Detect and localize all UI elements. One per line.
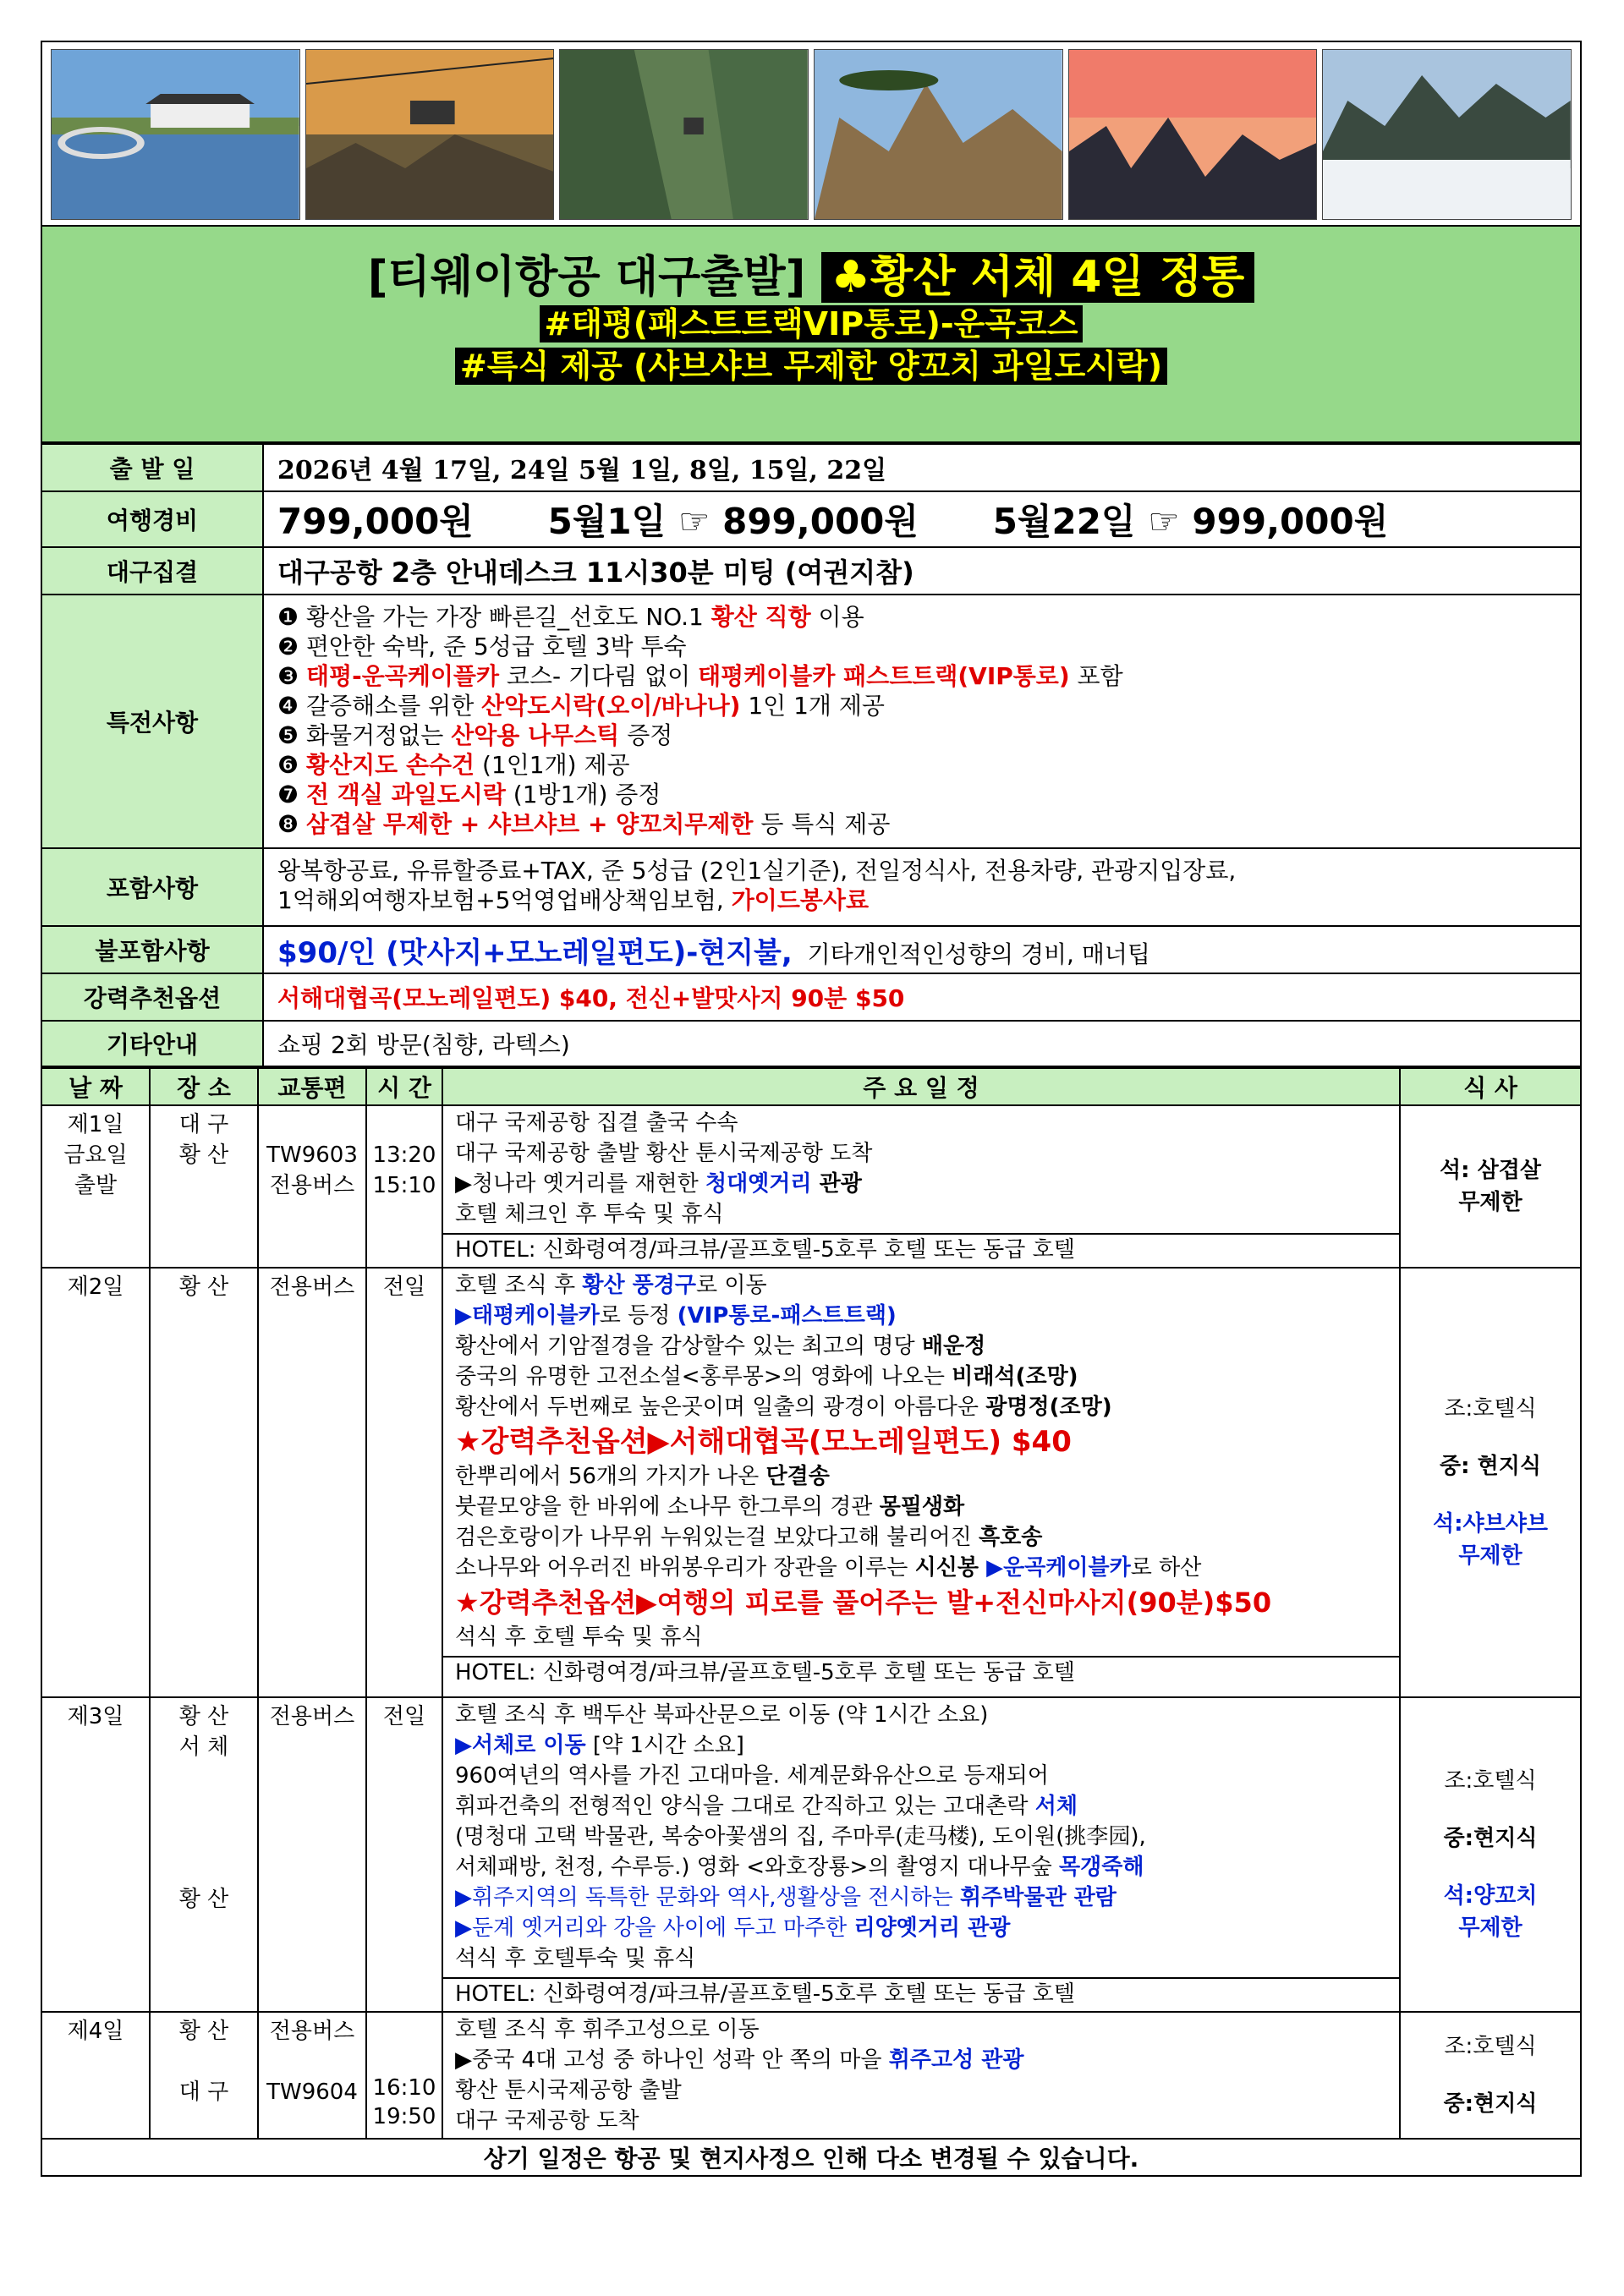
day4-time: 16:10 19:50 <box>366 2012 442 2139</box>
itinerary-sheet <box>41 41 1582 2177</box>
day2-meals: 조:호텔식 중: 현지식 석:샤브샤브 무제한 <box>1400 1268 1581 1697</box>
title-left: [티웨이항공 대구출발] <box>367 252 806 303</box>
day4-meals: 조:호텔식 중:현지식 <box>1400 2012 1581 2139</box>
meet-label: 대구집결 <box>41 547 263 595</box>
day1-date: 제1일 금요일 출발 <box>41 1105 150 1268</box>
col-meal: 식 사 <box>1400 1068 1581 1105</box>
day3-meals: 조:호텔식 중:현지식 석:양꼬치 무제한 <box>1400 1697 1581 2012</box>
day1-meal: 석: 삼겹살 무제한 <box>1400 1105 1581 1268</box>
benefit-2: ❷ 편안한 숙박, 준 5성급 호텔 3박 투숙 <box>277 633 687 660</box>
photo-strip <box>41 41 1582 225</box>
options-value: 서해대협곡(모노레일편도) $40, 전신+발맛사지 90분 $50 <box>263 973 1581 1021</box>
footer-note: 상기 일정은 항공 및 현지사정으 인해 다소 변경될 수 있습니다. <box>41 2139 1581 2176</box>
col-place: 장 소 <box>150 1068 258 1105</box>
day2-option-2: ★강력추천옵션▶여행의 피로를 풀어주는 발+전신마사지(90분)$50 <box>455 1586 1272 1619</box>
meet-value: 대구공항 2층 안내데스크 11시30분 미팅 (여권지참) <box>263 547 1581 595</box>
day2-transport: 전용버스 <box>258 1268 366 1697</box>
benefit-7: ❼ 전 객실 과일도시락 (1방1개) 증정 <box>277 781 661 808</box>
main-title <box>42 252 1580 303</box>
benefit-4: ❹ 갈증해소를 위한 산악도시락(오이/바나나) 1인 1개 제공 <box>277 692 885 720</box>
title-banner <box>41 225 1582 443</box>
day2-time: 전일 <box>366 1268 442 1697</box>
departure-value: 2026년 4월 17일, 24일 5월 1일, 8일, 15일, 22일 <box>263 444 1581 491</box>
day2-hotel: HOTEL: 신화령여경/파크뷰/골프호텔-5호루 호텔 또는 동급 호텔 <box>443 1656 1399 1688</box>
col-itinerary: 주 요 일 정 <box>442 1068 1400 1105</box>
benefit-6: ❻ 황산지도 손수건 (1인1개) 제공 <box>277 751 630 779</box>
benefit-8: ❽ 삼겹살 무제한 + 샤브샤브 + 양꼬치무제한 등 특식 제공 <box>277 810 891 838</box>
gondola-valley-photo <box>559 49 809 220</box>
pine-cliff-photo <box>814 49 1063 220</box>
included-value: 왕복항공료, 유류할증료+TAX, 준 5성급 (2인1실기준), 전일정식사, 전용차량, 관광지입장료, 1억해외여행자보험+5억영업배상책임보험, 가이드봉사료 <box>263 848 1581 926</box>
price-label: 여행경비 <box>41 491 263 547</box>
day1-itinerary: 대구 국제공항 집결 출국 수속 대구 국제공항 출발 황산 툰시국제공항 도착 ▶청나라 옛거리를 재현한 청대옛거리 관광 호텔 체크인 후 투숙 및 휴식 HOTEL: 신화령여경/파크뷰/골프호텔-5호루 호텔 또는 동급 호텔 <box>442 1105 1400 1268</box>
excluded-label: 불포함사항 <box>41 926 263 973</box>
day4-row <box>41 2012 1581 2139</box>
departure-label: 출 발 일 <box>41 444 263 491</box>
etc-value: 쇼핑 2회 방문(침향, 라텍스) <box>263 1021 1581 1066</box>
day3-place: 황 산 서 체 황 산 <box>150 1697 258 2012</box>
day4-transport: 전용버스 TW9604 <box>258 2012 366 2139</box>
day2-date: 제2일 <box>41 1268 150 1697</box>
day1-time: 13:20 15:10 <box>366 1105 442 1268</box>
price-value: 799,000원 5월1일 ☞ 899,000원 5월22일 ☞ 999,000원 <box>263 491 1581 547</box>
day3-row <box>41 1697 1581 2012</box>
benefit-1: ❶ 황산을 가는 가장 빠른길_선호도 NO.1 황산 직항 이용 <box>277 603 864 631</box>
day2-option-1: ★강력추천옵션▶서해대협곡(모노레일편도) $40 <box>455 1425 1072 1459</box>
day1-row <box>41 1105 1581 1268</box>
day1-place: 대 구 황 산 <box>150 1105 258 1268</box>
info-table <box>41 443 1582 1067</box>
day2-place: 황 산 <box>150 1268 258 1697</box>
day4-itinerary: 호텔 조식 후 휘주고성으로 이동 ▶중국 4대 고성 중 하나인 성곽 안 쪽의 마을 휘주고성 관광 황산 툰시국제공항 출발 대구 국제공항 도착 <box>442 2012 1400 2139</box>
day3-time: 전일 <box>366 1697 442 2012</box>
included-label: 포함사항 <box>41 848 263 926</box>
day4-place: 황 산 대 구 <box>150 2012 258 2139</box>
day1-hotel: HOTEL: 신화령여경/파크뷰/골프호텔-5호루 호텔 또는 동급 호텔 <box>443 1233 1399 1265</box>
day2-itinerary: 호텔 조식 후 황산 풍경구로 이동 ▶태평케이블카로 등정 (VIP통로-패스트트랙) 황산에서 기암절경을 감상할수 있는 최고의 명당 배운정 중국의 유명한 고전소설<홍루몽>의 영화에 나오는 비래석(조망) 황산에서 두번째로 높은곳이며 일출의 광경이 아름다운 광명정(조망) ★강력추천옵션▶서해대협곡(모노레일편도) $40 한뿌리에서 56개의 가지가 나온 단결송 붓끝모양을 한 바위에 소나무 한그루의 경관 몽필생화 검은호랑이가 나무위 누워있는걸 보았다고해 불리어진 흑호송 소나무와 어우러진 바위봉우리가 장관을 이루는 시신봉 ▶운곡케이블카로 하산 ★강력추천옵션▶여행의 피로를 풀어주는 발+전신마사지(90분)$50 석식 후 호텔 투숙 및 휴식 HOTEL: 신화령여경/파크뷰/골프호텔-5호루 호텔 또는 동급 호텔 <box>442 1268 1400 1697</box>
benefits-label: 특전사항 <box>41 595 263 848</box>
excluded-value: $90/인 (맛사지+모노레일편도)-현지불, 기타개인적인성향의 경비, 매너팁 <box>263 926 1581 973</box>
col-date: 날 짜 <box>41 1068 150 1105</box>
col-time: 시 간 <box>366 1068 442 1105</box>
village-lake-photo <box>51 49 300 220</box>
etc-label: 기타안내 <box>41 1021 263 1066</box>
subtitle-1: #태평(패스트트랙VIP통로)-운곡코스 <box>42 303 1580 345</box>
benefits-list <box>263 595 1581 848</box>
day4-date: 제4일 <box>41 2012 150 2139</box>
schedule-table <box>41 1067 1582 2177</box>
day2-row <box>41 1268 1581 1697</box>
day3-hotel: HOTEL: 신화령여경/파크뷰/골프호텔-5호루 호텔 또는 동급 호텔 <box>443 1977 1399 2009</box>
cable-car-sunset-photo <box>305 49 555 220</box>
benefit-5: ❺ 화물거정없는 산악용 나무스틱 증정 <box>277 721 673 749</box>
club-icon: ♣ <box>831 252 871 303</box>
sea-of-clouds-photo <box>1322 49 1572 220</box>
subtitle-2: #특식 제공 (샤브샤브 무제한 양꼬치 과일도시락) <box>42 345 1580 387</box>
day1-transport: TW9603 전용버스 <box>258 1105 366 1268</box>
day3-itinerary: 호텔 조식 후 백두산 북파산문으로 이동 (약 1시간 소요) ▶서체로 이동 [약 1시간 소요] 960여년의 역사를 가진 고대마을. 세계문화유산으로 등재되어 휘파건축의 전형적인 양식을 그대로 간직하고 있는 고대촌락 서체 (명청대 고택 박물관, 복숭아꽃샘의 집, 주마루(走马楼), 도이원(挑李园), 서체패방, 천정, 수루등.) 영화 <와호장룡>의 촬영지 대나무숲 목갱죽해 ▶휘주지역의 독특한 문화와 역사,생활상을 전시하는 휘주박물관 관람 ▶둔계 옛거리와 강을 사이에 두고 마주한 리양옛거리 관광 석식 후 호텔투숙 및 휴식 HOTEL: 신화령여경/파크뷰/골프호텔-5호루 호텔 또는 동급 호텔 <box>442 1697 1400 2012</box>
title-highlight: ♣황산 서체 4일 정통 <box>821 252 1255 303</box>
col-transport: 교통편 <box>258 1068 366 1105</box>
sunrise-peaks-photo <box>1068 49 1318 220</box>
options-label: 강력추천옵션 <box>41 973 263 1021</box>
day3-transport: 전용버스 <box>258 1697 366 2012</box>
benefit-3: ❸ 태평-운곡케이플카 코스- 기다림 없이 태평케이블카 패스트트랙(VIP통로) 포함 <box>277 662 1123 690</box>
day3-date: 제3일 <box>41 1697 150 2012</box>
